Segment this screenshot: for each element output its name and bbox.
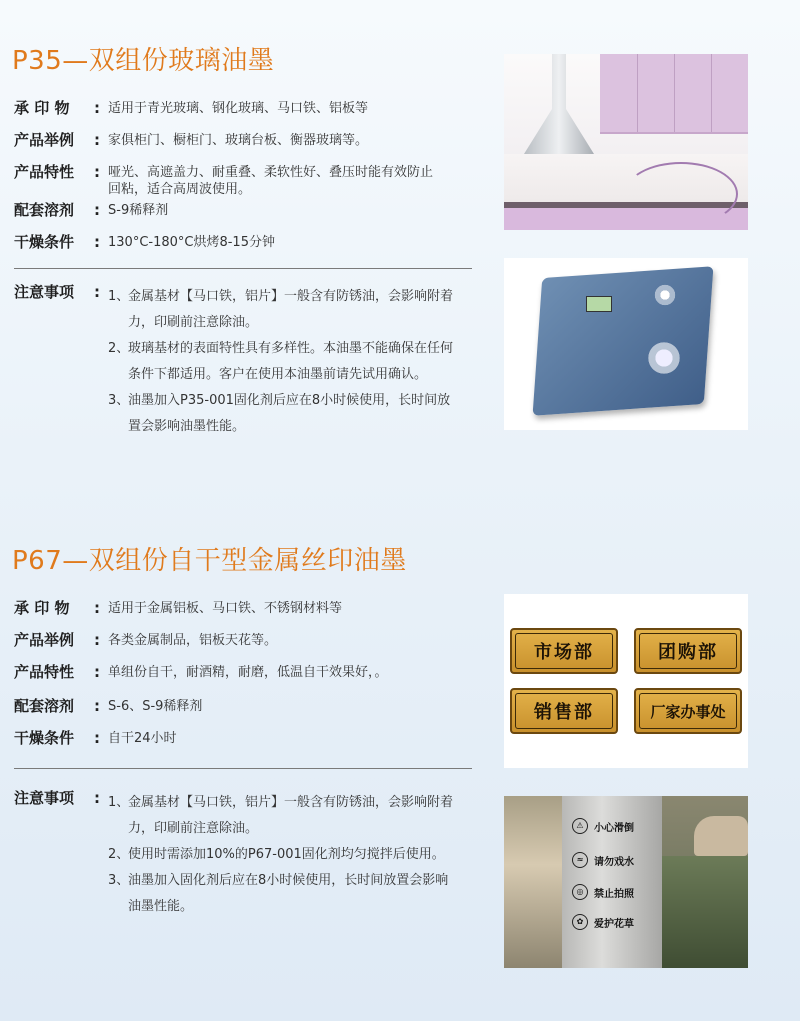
spec-row: 干燥条件 : 自干24小时 <box>14 730 474 762</box>
outdoor-sign-line: ⚠ 小心滑倒 <box>572 818 652 834</box>
product-title: P67—双组份自干型金属丝印油墨 <box>12 546 407 576</box>
spec-row: 承 印 物 : 适用于青光玻璃、钢化玻璃、马口铁、铝板等 <box>14 100 474 132</box>
spec-value: 哑光、高遮盖力、耐重叠、柔软性好、叠压时能有效防止回粘，适合高周波使用。 <box>108 165 434 197</box>
spec-row: 产品举例 : 各类金属制品，铝板天花等。 <box>14 632 474 664</box>
spec-row: 产品举例 : 家俱柜门、橱柜门、玻璃台板、衡器玻璃等。 <box>14 132 474 164</box>
spec-value: 130°C-180°C烘烤8-15分钟 <box>108 235 275 250</box>
sign-plate: 团购部 <box>634 628 742 674</box>
spec-label: 干燥条件 <box>14 233 75 251</box>
note-item: 3、 油墨加入固化剂后应在8小时候使用，长时间放置会影响油墨性能。 <box>108 873 449 914</box>
spec-row: 配套溶剂 : S-6、S-9稀释剂 <box>14 698 474 730</box>
spec-row: 配套溶剂 : S-9稀释剂 <box>14 202 474 234</box>
spec-label: 产品举例 <box>14 631 75 649</box>
sign-plate: 销售部 <box>510 688 618 734</box>
spec-value: 适用于青光玻璃、钢化玻璃、马口铁、铝板等 <box>108 101 369 116</box>
flower-icon: ✿ <box>572 914 588 930</box>
spec-value: 各类金属制品，铝板天花等。 <box>108 633 278 648</box>
notes-block: 注意事项 : 1、 金属基材【马口铁，铝片】一般含有防锈油，会影响附着力，印刷前注意除油。 2、 玻璃基材的表面特性具有多样性。本油墨不能确保在任何条件下都适用。客户在使用本油墨前请先试用确认。 3、 油墨加入P35-001固化剂后应在8小时候使用，长时间放置会影响油墨性能。 <box>14 284 474 301</box>
sign-plate: 厂家办事处 <box>634 688 742 734</box>
notes-block: 注意事项 : 1、 金属基材【马口铁，铝片】一般含有防锈油，会影响附着力，印刷前注意除油。 2、 使用时需添加10%的P67-001固化剂均匀搅拌后使用。 3、 油墨加入固化剂后应在8小时候使用，长时间放置会影响油墨性能。 <box>14 790 474 807</box>
spec-value: S-6、S-9稀释剂 <box>108 699 203 714</box>
metal-signs-photo <box>504 594 748 768</box>
notes-label: 注意事项 <box>14 283 75 301</box>
water-icon: ≈ <box>572 852 588 868</box>
kitchen-cabinet-photo <box>504 54 748 230</box>
spec-label: 配套溶剂 <box>14 697 75 715</box>
spec-label: 配套溶剂 <box>14 201 75 219</box>
note-item: 1、 金属基材【马口铁，铝片】一般含有防锈油，会影响附着力，印刷前注意除油。 <box>108 289 454 330</box>
outdoor-sign-line: ✿ 爱护花草 <box>572 914 652 930</box>
notes-list <box>108 284 458 440</box>
spec-value: 单组份自干，耐酒精，耐磨，低温自干效果好，。 <box>108 665 388 680</box>
spec-row: 干燥条件 : 130°C-180°C烘烤8-15分钟 <box>14 234 474 266</box>
notes-label: 注意事项 <box>14 789 75 807</box>
spec-label: 承 印 物 <box>14 599 70 617</box>
outdoor-sign-line: ≈ 请勿戏水 <box>572 852 652 868</box>
spec-value: 适用于金属铝板、马口铁、不锈钢材料等 <box>108 601 343 616</box>
product-section-p35 <box>0 0 800 500</box>
spec-label: 产品特性 <box>14 163 75 181</box>
note-item: 2、 玻璃基材的表面特性具有多样性。本油墨不能确保在任何条件下都适用。客户在使用本油墨前请先试用确认。 <box>108 341 454 382</box>
spec-value: 家俱柜门、橱柜门、玻璃台板、衡器玻璃等。 <box>108 133 369 148</box>
spec-list <box>14 100 474 266</box>
spec-row: 产品特性 : 单组份自干，耐酒精，耐磨，低温自干效果好，。 <box>14 664 474 698</box>
outdoor-sign-line: ◎ 禁止拍照 <box>572 884 652 900</box>
slip-icon: ⚠ <box>572 818 588 834</box>
camera-icon: ◎ <box>572 884 588 900</box>
glass-scale-photo <box>504 258 748 430</box>
spec-row: 承 印 物 : 适用于金属铝板、马口铁、不锈钢材料等 <box>14 600 474 632</box>
note-item: 2、 使用时需添加10%的P67-001固化剂均匀搅拌后使用。 <box>108 847 445 862</box>
note-item: 1、 金属基材【马口铁，铝片】一般含有防锈油，会影响附着力，印刷前注意除油。 <box>108 795 454 836</box>
outdoor-sign-photo <box>504 796 748 968</box>
notes-list <box>108 790 458 920</box>
spec-label: 产品特性 <box>14 663 75 681</box>
divider <box>14 268 472 269</box>
product-title: P35—双组份玻璃油墨 <box>12 46 275 76</box>
note-item: 3、 油墨加入P35-001固化剂后应在8小时候使用，长时间放置会影响油墨性能。 <box>108 393 451 434</box>
spec-label: 干燥条件 <box>14 729 75 747</box>
divider <box>14 768 472 769</box>
spec-row: 产品特性 : 哑光、高遮盖力、耐重叠、柔软性好、叠压时能有效防止回粘，适合高周波使用。 <box>14 164 474 202</box>
sign-plate: 市场部 <box>510 628 618 674</box>
spec-label: 承 印 物 <box>14 99 70 117</box>
spec-value: 自干24小时 <box>108 731 177 746</box>
spec-label: 产品举例 <box>14 131 75 149</box>
spec-list <box>14 600 474 762</box>
spec-value: S-9稀释剂 <box>108 203 169 218</box>
